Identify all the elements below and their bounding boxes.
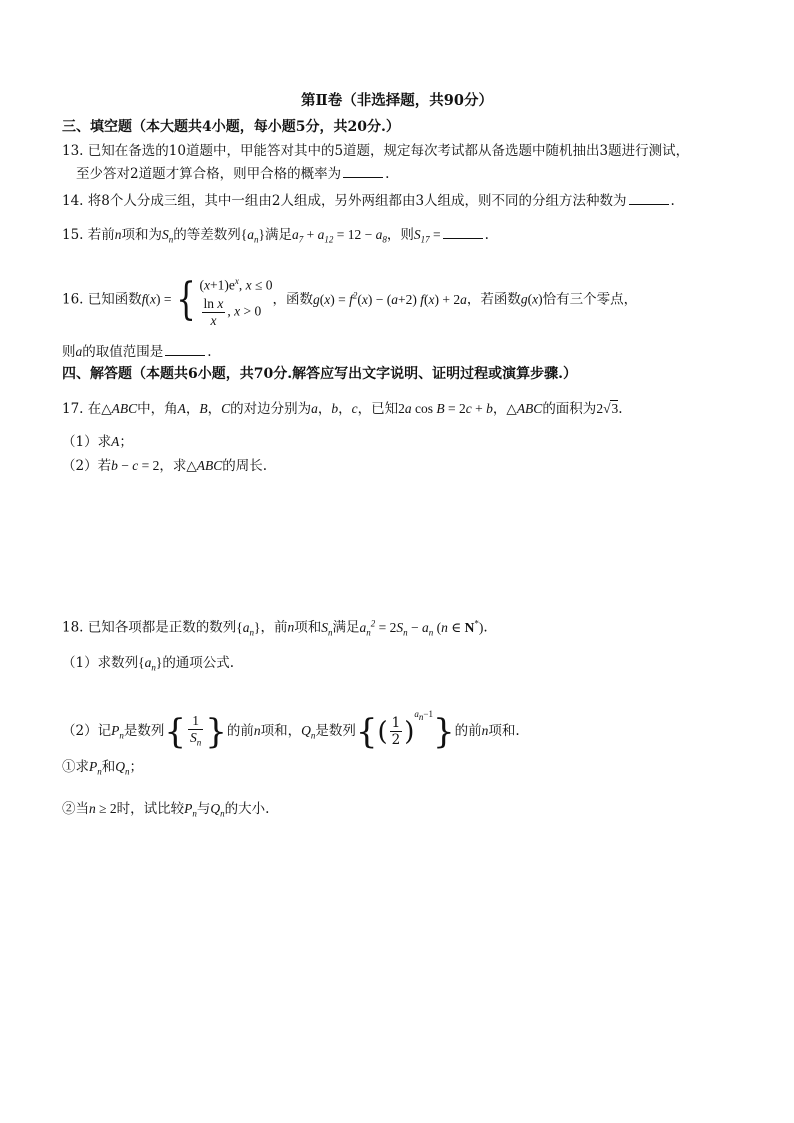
question-15: 15. 若前n项和为$S_n$的等差数列$\{a_n\}$满足$a_7 + a_{12} = 12 - a_8$，则$S_{17}$ = . <box>62 224 489 250</box>
question-13-text: 至少答对2道题才算合格，则甲合格的概率为 <box>76 166 342 182</box>
question-18-text: 的通项公式. <box>162 655 235 671</box>
question-18-text: 和 <box>101 759 116 775</box>
question-15-text: 项和为 <box>121 227 163 243</box>
answer-blank[interactable] <box>165 341 205 356</box>
question-16-text: 恰有三个零点， <box>542 291 638 308</box>
question-17-part-1: （1）求A； <box>62 434 133 450</box>
question-17-text: ，已知 <box>357 401 399 417</box>
question-18-text: 是数列 <box>315 723 356 739</box>
question-16-text: 的取值范围是 <box>82 344 164 360</box>
question-18: 18. 已知各项都是正数的数列$\{a_n\}$，前n项和$S_n$满足$a_n^2 = 2S_n - a_n$ (n ∈ N*). <box>62 618 488 638</box>
answer-blank[interactable] <box>343 163 383 178</box>
question-18-part-1: （1）求数列$\{a_n\}$的通项公式. <box>62 655 235 673</box>
question-18-text: 是数列 <box>123 723 165 739</box>
question-18-text: 项和 <box>294 619 322 636</box>
question-16-text: 则 <box>62 344 76 360</box>
question-18-text: 18. 已知各项都是正数的数列 <box>62 619 237 636</box>
fraction-one-over-sn: $\frac{1}{S_n}$ <box>189 712 202 748</box>
question-15-text: 的等差数列 <box>173 227 241 243</box>
question-18-text: ①求 <box>62 759 89 775</box>
question-17: 17. 在△ABC中，角A，B，C的对边分别为a，b，c，已知2a cos B = 2c + b，△ABC的面积为2√3. <box>62 401 623 417</box>
question-14-text: 14. 将8个人分成三组，其中一组由2人组成，另外两组都由3人组成，则不同的分组方法种数为 <box>62 193 627 209</box>
question-18-text: ②当 <box>62 801 89 817</box>
question-17-text: ； <box>119 434 133 450</box>
question-15-text: ，则 <box>386 227 414 243</box>
question-18-text: （2）记 <box>62 723 112 739</box>
part-title: 第Ⅱ卷（非选择题，共90分） <box>301 92 493 109</box>
question-17-text: ， <box>492 401 507 417</box>
question-17-text: 中，角 <box>137 401 178 417</box>
question-14: 14. 将8个人分成三组，其中一组由2人组成，另外两组都由3人组成，则不同的分组方法种数为 . <box>62 190 675 211</box>
left-brace: { <box>164 711 186 752</box>
question-17-text: （2）若 <box>62 458 112 474</box>
question-18-text: ，前 <box>260 619 288 636</box>
question-16-text: ，函数 <box>272 291 314 308</box>
question-18-text: （1）求数列 <box>62 655 139 671</box>
question-18-part-2-2: ②当n ≥ 2时，试比较$P_n$与$Q_n$的大小. <box>62 801 270 819</box>
question-18-text: 的前 <box>226 723 254 739</box>
question-16-text: 16. 已知函数 <box>62 291 142 308</box>
question-18-text: 项和. <box>488 723 520 739</box>
answer-blank[interactable] <box>629 190 669 205</box>
question-17-text: ，求 <box>159 458 187 474</box>
question-17-text: 17. 在 <box>62 401 102 417</box>
right-brace: } <box>433 711 455 752</box>
section-fill-in-blank: 三、填空题（本大题共4小题，每小题5分，共20分.） <box>62 119 400 135</box>
answer-blank[interactable] <box>443 224 483 239</box>
question-18-text: ； <box>129 759 143 775</box>
question-17-text: 的面积为 <box>542 401 597 417</box>
left-brace: { <box>355 711 378 752</box>
question-17-text: （1）求 <box>62 434 112 450</box>
question-18-text: 时，试比较 <box>116 801 185 817</box>
question-13-line-2: 至少答对2道题才算合格，则甲合格的概率为 . <box>76 163 389 184</box>
left-brace: { <box>175 274 196 325</box>
question-18-text: 项和， <box>260 723 302 739</box>
question-17-part-2: （2）若b − c = 2，求△ABC的周长. <box>62 458 268 474</box>
question-15-text: 满足 <box>264 227 292 243</box>
piecewise-cases: $(x+1)e^x$, x ≤ 0 $\frac{\text{ln x}}{x}$ , x > 0 <box>199 276 273 328</box>
question-13-line-1: 13. 已知在备选的10道题中，甲能答对其中的5道题，规定每次考试都从备选题中随机抽出3题进行测试， <box>62 143 690 159</box>
section-solutions: 四、解答题（本题共6小题，共70分.解答应写出文字说明、证明过程或演算步骤.） <box>62 366 577 382</box>
question-16-text: ，若函数 <box>466 291 521 308</box>
question-18-text: 与 <box>196 801 211 817</box>
question-18-text: 的大小. <box>224 801 270 817</box>
question-15-text: 15. 若前 <box>62 227 115 243</box>
question-18-text: 满足 <box>332 619 360 636</box>
fraction-one-half: $\frac{1}{2}$ <box>391 715 401 748</box>
question-18-text: 的前 <box>454 723 482 739</box>
question-18-part-2: （2）记$P_n$是数列{ $\frac{1}{S_n}$ }的前n项和，$Q_n$是数列{( $\frac{1}{2}$ )$^{a_n-1}$}的前n项和. <box>62 709 520 752</box>
question-17-text: 的周长. <box>222 458 268 474</box>
question-17-text: 的对边分别为 <box>230 401 312 417</box>
right-brace: } <box>205 711 227 752</box>
question-18-part-2-1: ①求$P_n$和$Q_n$； <box>62 759 143 777</box>
question-16-line-2: 则a的取值范围是 . <box>62 341 212 362</box>
question-16: 16. 已知函数f(x) ={ $(x+1)e^x$, x ≤ 0 $\frac{\text{ln x}}{x}$ , x > 0 ，函数$g(x) = f^2(x) - (a+2) f(x) + 2a$，若函数g(x)恰有三个零点， <box>62 257 637 333</box>
